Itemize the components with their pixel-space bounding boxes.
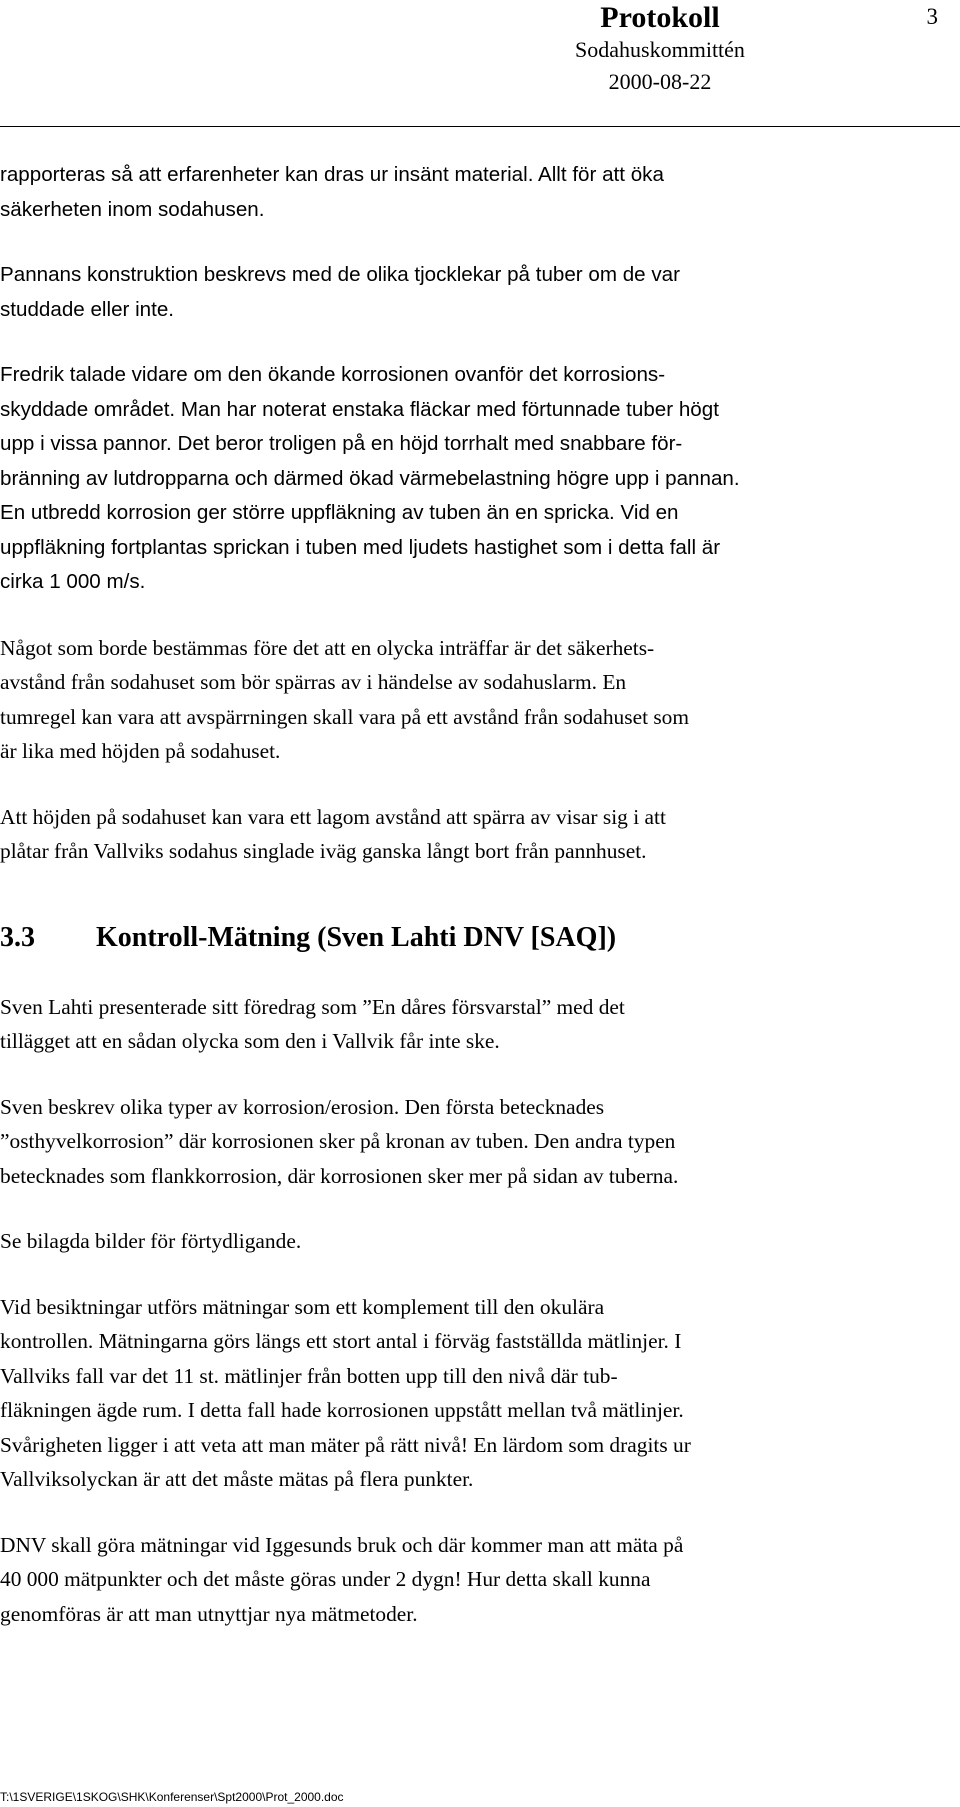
text-line: Sven beskrev olika typer av korrosion/erosion. Den första betecknades <box>0 1094 605 1119</box>
text-line: genomföras är att man utnyttjar nya mätmetoder. <box>0 1601 418 1626</box>
text-line: tillägget att en sådan olycka som den i Vallvik får inte ske. <box>0 1029 500 1053</box>
text-line: är lika med höjden på sodahuset. <box>0 739 281 763</box>
paragraph <box>0 158 950 227</box>
paragraph <box>0 258 950 327</box>
text-line: En utbredd korrosion ger större uppfläkning av tuben än en spricka. Vid en <box>0 501 679 524</box>
text-line: tumregel kan vara att avspärrningen skall vara på ett avstånd från sodahuset som <box>0 704 690 729</box>
text-line: avstånd från sodahuset som bör spärras av i händelse av sodahuslarm. En <box>0 670 627 694</box>
text-line: Fredrik talade vidare om den ökande korrosionen ovanför det korrosions- <box>0 363 666 386</box>
page-number: 3 <box>926 4 938 29</box>
text-line: upp i vissa pannor. Det beror troligen på en höjd torrhalt med snabbare för- <box>0 432 683 455</box>
document-title: Protokoll <box>600 1 720 34</box>
paragraph <box>0 1224 950 1259</box>
text-line: fläkningen ägde rum. I detta fall hade korrosionen uppstått mellan två mätlinjer. <box>0 1398 684 1422</box>
text-line: studdade eller inte. <box>0 297 175 321</box>
paragraph <box>0 358 950 600</box>
page-header <box>480 2 840 98</box>
paragraph <box>0 800 950 869</box>
paragraph <box>0 990 950 1059</box>
text-line: Svårigheten ligger i att veta att man mäter på rätt nivå! En lärdom som dragits ur <box>0 1432 691 1457</box>
text-line: Sven Lahti presenterade sitt föredrag som ”En dåres försvarstal” med det <box>0 994 625 1019</box>
text-line: ”osthyvelkorrosion” där korrosionen sker på kronan av tuben. Den andra typen <box>0 1129 676 1153</box>
section-heading <box>0 918 950 958</box>
text-line: cirka 1 000 m/s. <box>0 570 146 593</box>
text-line: säkerheten inom sodahusen. <box>0 197 265 221</box>
text-line: bränning av lutdropparna och därmed ökad värmebelastning högre upp i pannan. <box>0 466 740 490</box>
header-divider <box>0 126 960 127</box>
text-line: kontrollen. Mätningarna görs längs ett stort antal i förväg fastställda mätlinjer. I <box>0 1329 682 1353</box>
text-line: DNV skall göra mätningar vid Iggesunds bruk och där kommer man att mäta på <box>0 1532 684 1557</box>
paragraph <box>0 1528 950 1632</box>
file-path-footer: T:\1SVERIGE\1SKOG\SHK\Konferenser\Spt2000\Prot_2000.doc <box>0 1790 344 1804</box>
text-line: uppfläkning fortplantas sprickan i tuben med ljudets hastighet som i detta fall är <box>0 535 721 559</box>
paragraph <box>0 1290 950 1497</box>
text-line: Vallviks fall var det 11 st. mätlinjer från botten upp till den nivå där tub- <box>0 1363 618 1388</box>
section-title: Kontroll-Mätning (Sven Lahti DNV [SAQ]) <box>96 921 617 953</box>
paragraph <box>0 631 950 769</box>
text-line: 40 000 mätpunkter och det måste göras under 2 dygn! Hur detta skall kunna <box>0 1567 651 1591</box>
text-line: Att höjden på sodahuset kan vara ett lagom avstånd att spärra av visar sig i att <box>0 804 666 829</box>
text-line: rapporteras så att erfarenheter kan dras ur insänt material. Allt för att öka <box>0 163 664 186</box>
section-number: 3.3 <box>0 921 35 953</box>
text-line: skyddade området. Man har noterat enstaka fläckar med förtunnade tuber högt <box>0 397 719 421</box>
text-line: Pannans konstruktion beskrevs med de olika tjocklekar på tuber om de var <box>0 263 680 286</box>
text-line: plåtar från Vallviks sodahus singlade iväg ganska långt bort från pannhuset. <box>0 839 647 863</box>
text-line: Vallviksolyckan är att det måste mätas på flera punkter. <box>0 1467 474 1491</box>
text-line: Något som borde bestämmas före det att en olycka inträffar är det säkerhets- <box>0 635 655 660</box>
text-line: Se bilagda bilder för förtydligande. <box>0 1229 302 1253</box>
text-line: Vid besiktningar utförs mätningar som ett komplement till den okulära <box>0 1294 605 1319</box>
document-date: 2000-08-22 <box>608 69 712 94</box>
paragraph <box>0 1090 950 1194</box>
text-line: betecknades som flankkorrosion, där korrosionen sker mer på sidan av tuberna. <box>0 1163 679 1188</box>
committee-name: Sodahuskommittén <box>575 37 745 62</box>
document-body <box>0 158 950 1662</box>
